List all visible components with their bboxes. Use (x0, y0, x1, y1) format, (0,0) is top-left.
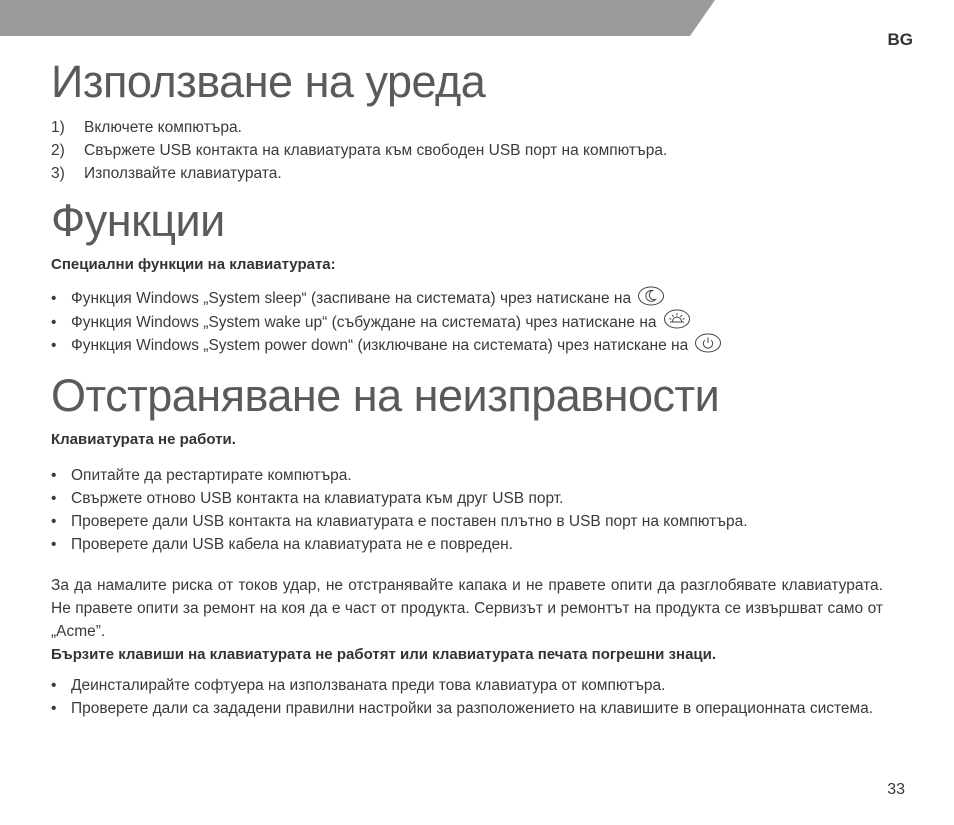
usage-steps-list (51, 116, 883, 185)
language-label: BG (887, 30, 913, 49)
sunrise-icon (663, 309, 691, 329)
safety-warning-paragraph: За да намалите риска от токов удар, не отстранявайте капака и не правете опити да разглобявате клавиатурата. Не правете опити за ремонт на коя да е част от продукта. Сервизът и ремонтът на продукта се извършват само от „Acme”. (51, 576, 883, 640)
section-title-troubleshooting: Отстраняване на неизправности (51, 369, 720, 421)
list-item: 2) Свържете USB контакта на клавиатурата към свободен USB порт на компютъра. (51, 142, 668, 159)
troubleshooting-subtitle: Клавиатурата не работи. (51, 430, 236, 448)
troubleshooting-list (51, 464, 883, 556)
top-banner (0, 0, 954, 40)
page-content (51, 56, 883, 720)
list-item: • Опитайте да рестартирате компютъра. (51, 466, 352, 484)
list-item: • Деинсталирайте софтуера на използваната преди това клавиатура от компютъра. (51, 676, 666, 694)
page-number: 33 (887, 781, 905, 798)
list-item: • Проверете дали USB контакта на клавиатурата е поставен плътно в USB порт на компютъра. (51, 512, 748, 530)
list-item: 3) Използвайте клавиатурата. (51, 165, 282, 182)
list-item: • Функция Windows „System wake up“ (събуждане на системата) чрез натискане на (51, 311, 883, 335)
functions-subtitle: Специални функции на клавиатурата: (51, 256, 336, 273)
section-title-usage: Използване на уреда (51, 56, 486, 107)
list-item: • Функция Windows „System sleep“ (заспиване на системата) чрез натискане на (51, 287, 883, 311)
hotkeys-subtitle: Бързите клавиши на клавиатурата не работят или клавиатурата печата погрешни знаци. (51, 645, 717, 663)
list-item: 1) Включете компютъра. (51, 119, 242, 136)
functions-list (51, 287, 883, 358)
list-item: • Функция Windows „System power down“ (изключване на системата) чрез натискане на (51, 334, 883, 358)
list-item: • Проверете дали са зададени правилни настройки за разположението на клавишите в операционната система. (51, 699, 874, 717)
section-title-functions: Функции (51, 195, 225, 246)
power-icon (694, 333, 722, 353)
moon-icon (637, 286, 665, 306)
list-item: • Свържете отново USB контакта на клавиатурата към друг USB порт. (51, 489, 564, 507)
hotkeys-list (51, 674, 883, 720)
list-item: • Проверете дали USB кабела на клавиатурата не е повреден. (51, 535, 513, 553)
